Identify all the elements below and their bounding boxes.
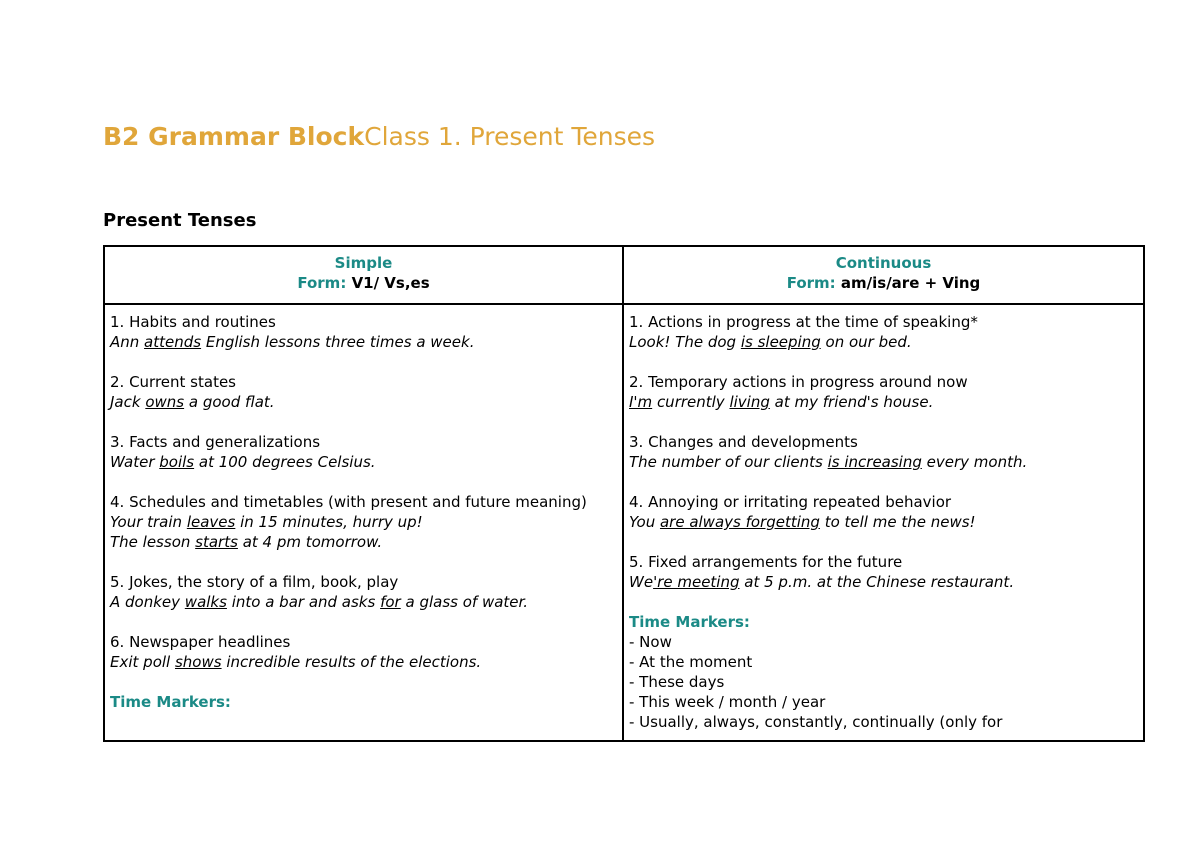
time-marker-item: - Usually, always, constantly, continually (only for bbox=[629, 713, 1003, 731]
continuous-example-sentence bbox=[629, 572, 1138, 592]
continuous-use-item bbox=[629, 372, 1138, 412]
simple-example-sentence bbox=[110, 512, 617, 532]
continuous-form-value: am/is/are + Ving bbox=[840, 274, 981, 292]
continuous-example-sentence bbox=[629, 332, 1138, 352]
present-tenses-table bbox=[103, 245, 1145, 742]
example-text: incredible results of the elections. bbox=[221, 653, 482, 671]
continuous-form-line bbox=[628, 273, 1139, 293]
time-marker-item: - This week / month / year bbox=[629, 693, 826, 711]
section-heading: Present Tenses bbox=[103, 210, 257, 231]
simple-use-title: 3. Facts and generalizations bbox=[110, 433, 321, 451]
continuous-time-markers-title: Time Markers: bbox=[629, 613, 750, 631]
example-text: The lesson bbox=[110, 533, 196, 551]
example-text: English lessons three times a week. bbox=[201, 333, 475, 351]
simple-use-title: 5. Jokes, the story of a film, book, play bbox=[110, 573, 399, 591]
example-text: A donkey bbox=[110, 593, 185, 611]
simple-use-item bbox=[110, 372, 617, 412]
example-verb: leaves bbox=[186, 513, 236, 531]
simple-example-sentence bbox=[110, 392, 617, 412]
example-verb: starts bbox=[195, 533, 238, 551]
continuous-use-item bbox=[629, 492, 1138, 532]
simple-example-sentence bbox=[110, 332, 617, 352]
simple-use-item bbox=[110, 572, 617, 612]
continuous-use-item bbox=[629, 312, 1138, 352]
example-text: into a bar and asks bbox=[226, 593, 381, 611]
time-marker-item: - These days bbox=[629, 673, 725, 691]
example-verb: is sleeping bbox=[740, 333, 821, 351]
example-text: at 4 pm tomorrow. bbox=[237, 533, 383, 551]
example-text: Water bbox=[110, 453, 160, 471]
example-text: We bbox=[629, 573, 654, 591]
simple-use-item bbox=[110, 632, 617, 672]
simple-use-title: 6. Newspaper headlines bbox=[110, 633, 291, 651]
example-text: You bbox=[629, 513, 660, 531]
title-bold-part: B2 Grammar Block bbox=[103, 122, 365, 151]
example-text: Ann bbox=[110, 333, 145, 351]
simple-use-item bbox=[110, 492, 617, 552]
simple-use-title: 4. Schedules and timetables (with present and future meaning) bbox=[110, 493, 587, 511]
example-verb: boils bbox=[159, 453, 195, 471]
continuous-use-item bbox=[629, 432, 1138, 472]
example-text: at my friend's house. bbox=[769, 393, 934, 411]
example-text: Jack bbox=[110, 393, 146, 411]
continuous-use-title: 4. Annoying or irritating repeated behavior bbox=[629, 493, 952, 511]
simple-example-sentence bbox=[110, 652, 617, 672]
simple-header-cell bbox=[104, 246, 623, 304]
example-verb: owns bbox=[145, 393, 185, 411]
simple-example-sentence bbox=[110, 452, 617, 472]
example-verb: 're meeting bbox=[653, 573, 740, 591]
simple-example-sentence bbox=[110, 532, 617, 552]
example-text: Exit poll bbox=[110, 653, 175, 671]
example-verb: for bbox=[380, 593, 401, 611]
continuous-example-sentence bbox=[629, 452, 1138, 472]
simple-example-sentence bbox=[110, 592, 617, 612]
time-marker-item: - Now bbox=[629, 633, 672, 651]
example-text: currently bbox=[652, 393, 730, 411]
example-verb: is increasing bbox=[827, 453, 922, 471]
example-text: in 15 minutes, hurry up! bbox=[235, 513, 423, 531]
example-text: Your train bbox=[110, 513, 187, 531]
continuous-example-sentence bbox=[629, 392, 1138, 412]
example-text: to tell me the news! bbox=[819, 513, 976, 531]
continuous-uses-cell bbox=[623, 304, 1144, 741]
simple-time-markers-title: Time Markers: bbox=[110, 693, 231, 711]
example-verb: are always forgetting bbox=[659, 513, 820, 531]
continuous-uses-list bbox=[629, 312, 1138, 592]
simple-form-value: V1/ Vs,es bbox=[351, 274, 430, 292]
example-text: every month. bbox=[921, 453, 1028, 471]
table-header-row bbox=[104, 246, 1144, 304]
example-verb: I'm bbox=[629, 393, 653, 411]
simple-use-title: 1. Habits and routines bbox=[110, 313, 276, 331]
example-text: a good flat. bbox=[184, 393, 275, 411]
example-verb: attends bbox=[144, 333, 202, 351]
simple-use-title: 2. Current states bbox=[110, 373, 236, 391]
page-title bbox=[103, 122, 655, 151]
example-verb: living bbox=[729, 393, 770, 411]
simple-uses-cell bbox=[104, 304, 623, 741]
example-text: a glass of water. bbox=[400, 593, 529, 611]
example-verb: walks bbox=[184, 593, 227, 611]
continuous-time-markers-list bbox=[629, 632, 1138, 732]
title-rest: Class 1. Present Tenses bbox=[364, 122, 656, 151]
time-marker-item: - At the moment bbox=[629, 653, 753, 671]
continuous-use-title: 2. Temporary actions in progress around now bbox=[629, 373, 968, 391]
continuous-use-title: 5. Fixed arrangements for the future bbox=[629, 553, 903, 571]
continuous-header-name: Continuous bbox=[835, 254, 932, 272]
continuous-form-label: Form: bbox=[786, 274, 836, 292]
example-text: at 5 p.m. at the Chinese restaurant. bbox=[739, 573, 1015, 591]
simple-form-line bbox=[109, 273, 618, 293]
continuous-use-item bbox=[629, 552, 1138, 592]
simple-uses-list bbox=[110, 312, 617, 672]
table-body-row bbox=[104, 304, 1144, 741]
continuous-use-title: 1. Actions in progress at the time of speaking* bbox=[629, 313, 978, 331]
continuous-header-cell bbox=[623, 246, 1144, 304]
example-text: The number of our clients bbox=[629, 453, 828, 471]
simple-use-item bbox=[110, 432, 617, 472]
simple-use-item bbox=[110, 312, 617, 352]
simple-header-name: Simple bbox=[334, 254, 393, 272]
continuous-example-sentence bbox=[629, 512, 1138, 532]
simple-form-label: Form: bbox=[297, 274, 347, 292]
example-text: Look! The dog bbox=[629, 333, 741, 351]
example-verb: shows bbox=[174, 653, 222, 671]
example-text: on our bed. bbox=[820, 333, 912, 351]
continuous-use-title: 3. Changes and developments bbox=[629, 433, 858, 451]
example-text: at 100 degrees Celsius. bbox=[194, 453, 376, 471]
